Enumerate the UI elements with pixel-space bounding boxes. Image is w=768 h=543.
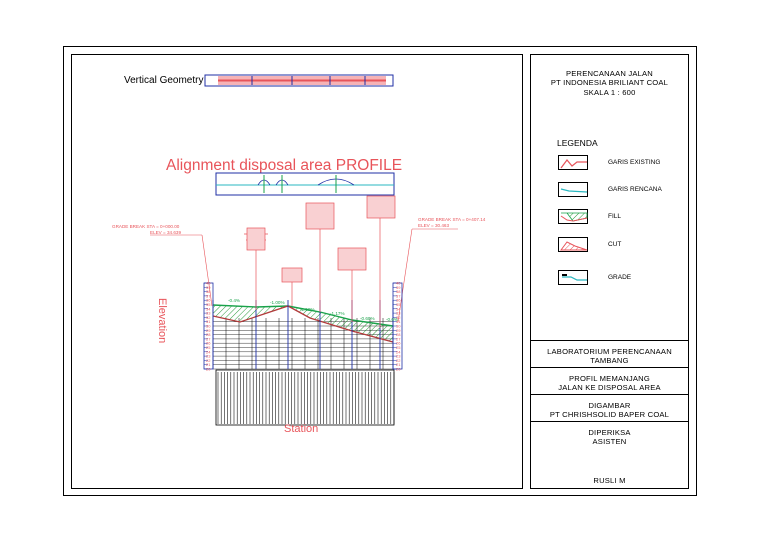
elevation-label: Elevation — [156, 298, 168, 344]
elevation-tick-right: 29 — [396, 327, 401, 333]
elevation-tick-left: 37 — [206, 293, 211, 299]
fill-icon — [558, 209, 588, 224]
elevation-tick-left: 24 — [206, 349, 211, 355]
existing-line-icon — [558, 155, 588, 170]
lab-line-1: LABORATORIUM PERENCANAAN — [547, 347, 672, 356]
elevation-tick-left: 38 — [206, 289, 211, 295]
elevation-tick-left: 36 — [206, 297, 211, 303]
elevation-tick-left: 21 — [206, 362, 211, 368]
checker-name: RUSLI M — [593, 476, 626, 485]
elevation-tick-right: 25 — [396, 345, 401, 350]
elevation-tick-left: 28 — [206, 332, 211, 338]
grade-label: -1.17% — [330, 311, 345, 316]
grade-label: -1.59% — [300, 307, 315, 312]
grade-break-left-sta: GRADE BREAK STA = 0+000.00 — [112, 224, 180, 229]
profile-title: Alignment disposal area PROFILE — [166, 157, 403, 174]
elevation-tick-right: 32 — [396, 314, 401, 320]
legend-label-existing: GARIS EXISTING — [608, 159, 661, 166]
elevation-tick-right: 26 — [396, 340, 401, 346]
drawn-by-line-1: DIGAMBAR — [588, 401, 631, 410]
grade-label: -0.4% — [228, 298, 241, 303]
grade-label: -0.60% — [360, 316, 375, 321]
elevation-tick-left: 29 — [206, 327, 211, 333]
elevation-tick-right: 21 — [396, 362, 401, 368]
title-line-2: PT INDONESIA BRILIANT COAL — [550, 78, 669, 87]
elevation-tick-right: 34 — [396, 306, 401, 312]
elevation-tick-right: 31 — [396, 319, 401, 325]
lab-line-2: TAMBANG — [590, 356, 629, 365]
elevation-tick-right: 27 — [396, 336, 401, 342]
elevation-tick-right: 20 — [396, 366, 401, 372]
elevation-tick-right: 30 — [396, 323, 401, 329]
vertical-geometry-label: Vertical Geometry — [124, 75, 204, 86]
elevation-tick-left: 39 — [206, 284, 211, 290]
elevation-tick-left: 25 — [206, 345, 211, 350]
elevation-tick-right: 28 — [396, 332, 401, 338]
elevation-tick-right: 39 — [396, 284, 401, 290]
title-block — [530, 54, 689, 489]
legend-label-cut: CUT — [608, 241, 622, 248]
legend-title: LEGENDA — [557, 138, 598, 148]
station-band — [216, 370, 394, 425]
elevation-tick-right: 36 — [396, 297, 401, 303]
profile-line-2: JALAN KE DISPOSAL AREA — [558, 383, 661, 392]
elevation-tick-right: 33 — [396, 310, 401, 316]
elevation-tick-left: 33 — [206, 310, 211, 316]
elevation-tick-left: 23 — [206, 353, 211, 359]
legend-label-design: GARIS RENCANA — [608, 186, 662, 193]
grade-label: -0.6% — [386, 317, 399, 322]
title-scale: SKALA 1 : 600 — [583, 88, 636, 97]
elevation-tick-right: 23 — [396, 353, 401, 359]
elevation-tick-left: 20 — [206, 366, 211, 372]
elevation-tick-right: 24 — [396, 349, 401, 355]
elevation-tick-right: 37 — [396, 293, 401, 299]
elevation-tick-left: 35 — [206, 302, 211, 307]
profile-grid — [204, 281, 402, 372]
elevation-tick-left: 30 — [206, 323, 211, 329]
grade-label: -1.00% — [270, 300, 285, 305]
grade-icon — [558, 270, 588, 285]
grade-break-left-elev: ELEV = 34.639 — [150, 230, 182, 235]
drawn-by-line-2: PT CHRISHSOLID BAPER COAL — [549, 410, 670, 419]
elevation-tick-left: 27 — [206, 336, 211, 342]
checked-by-line-2: ASISTEN — [592, 437, 627, 446]
grade-break-right-sta: GRADE BREAK STA = 0+407.14 — [418, 217, 486, 222]
elevation-tick-left: 31 — [206, 319, 211, 325]
elevation-tick-right: 35 — [396, 302, 401, 307]
plan-view-strip — [216, 173, 394, 195]
elevation-tick-left: 26 — [206, 340, 211, 346]
station-label: Station — [284, 423, 319, 435]
elevation-tick-left: 22 — [206, 357, 211, 363]
legend-label-fill: FILL — [608, 213, 622, 220]
title-line-1: PERENCANAAN JALAN — [566, 69, 653, 78]
elevation-tick-right: 40 — [396, 280, 401, 286]
profile-line-1: PROFIL MEMANJANG — [569, 374, 650, 383]
legend-label-grade: GRADE — [608, 274, 632, 281]
elevation-tick-left: 32 — [206, 314, 211, 320]
elevation-tick-left: 40 — [206, 280, 211, 286]
grade-break-right-elev: ELEV = 30.463 — [418, 223, 450, 228]
elevation-tick-left: 34 — [206, 306, 211, 312]
design-line-icon — [558, 182, 588, 197]
elevation-tick-right: 22 — [396, 357, 401, 363]
cut-icon — [558, 237, 588, 252]
checked-by-line-1: DIPERIKSA — [588, 428, 631, 437]
elevation-tick-right: 38 — [396, 289, 401, 295]
